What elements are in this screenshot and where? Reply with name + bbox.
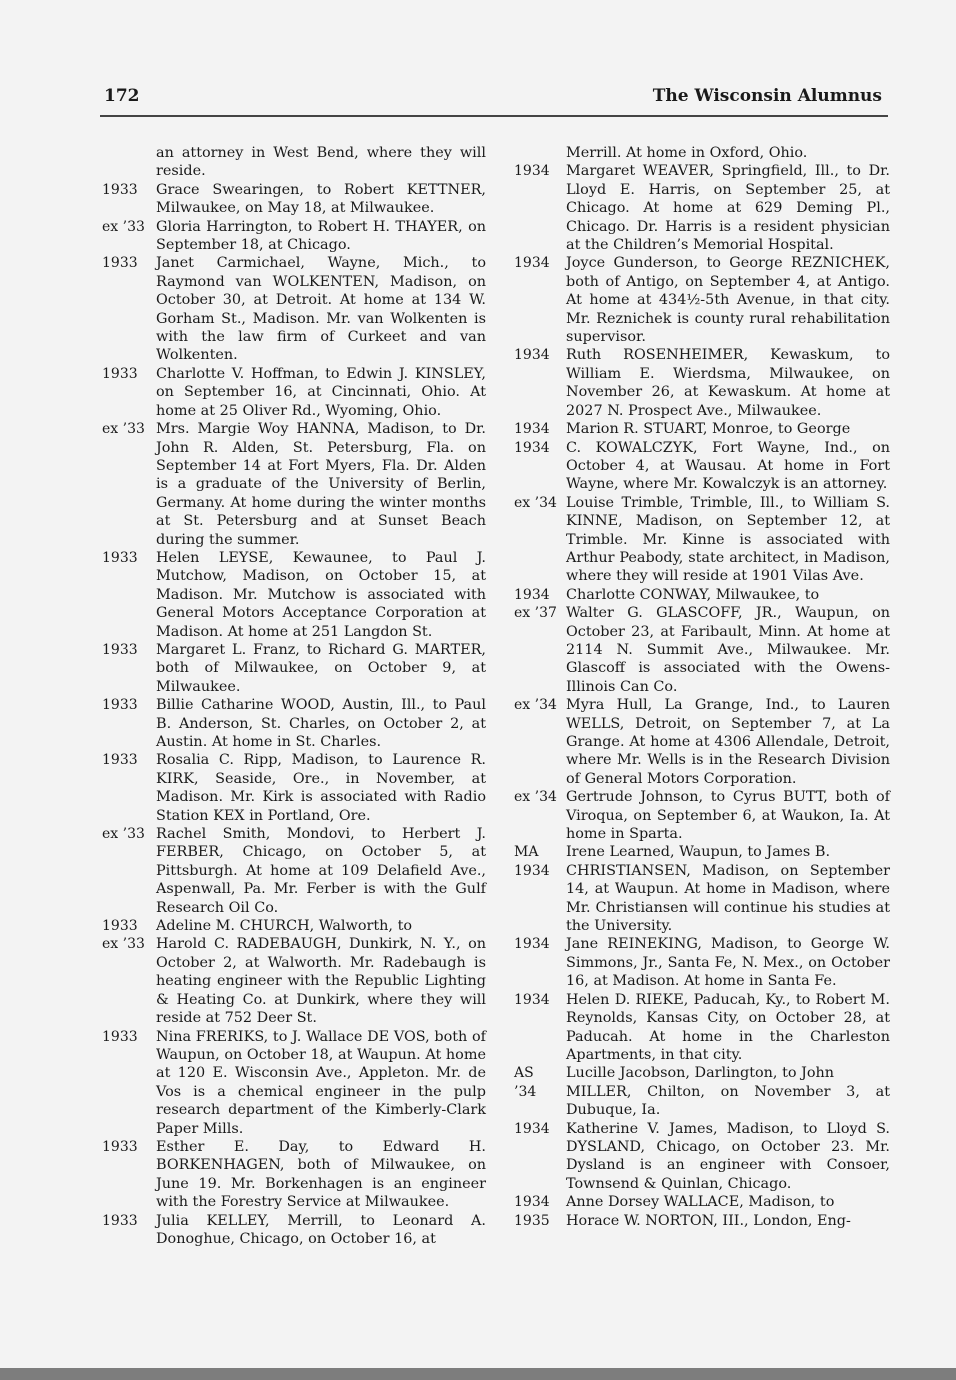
- class-year-label: [102, 144, 156, 181]
- class-year-label: 1933: [102, 641, 138, 658]
- entry-text: Louise Trimble, Trimble, Ill., to William S. KINNE, Madison, on September 12, at Trimble. Mr. Kinne is associated with Arthur Peabody, state architect, in Madison, where they will reside at 1901 Vilas Ave.: [566, 494, 890, 585]
- class-year-label: AS: [514, 1065, 534, 1082]
- marriage-entry: [102, 181, 486, 218]
- class-year-label: 1933: [102, 752, 138, 769]
- marriage-entry: [514, 439, 890, 494]
- entry-text: Mrs. Margie Woy HANNA, Madison, to Dr. John R. Alden, St. Petersburg, Fla. on September 14 at Fort Myers, Fla. Dr. Alden is a graduate of the University of Berlin, Germany. At home during the winter months at St. Petersburg and at Sunset Beach during the summer.: [156, 421, 486, 548]
- class-year-label: 1934: [514, 586, 550, 603]
- entry-text: Ruth ROSENHEIMER, Kewaskum, to William E. Wierdsma, Milwaukee, on November 26, at Kewaskum. At home at 2027 N. Prospect Ave., Milwaukee.: [566, 347, 890, 419]
- class-year-label: 1934: [514, 1120, 550, 1137]
- marriage-entry: [514, 1083, 890, 1120]
- class-year-label: 1934: [514, 936, 550, 953]
- class-year-label: 1933: [102, 1028, 138, 1045]
- class-year-label: 1933: [102, 549, 138, 566]
- entry-text: Anne Dorsey WALLACE, Madison, to: [566, 1194, 835, 1211]
- marriage-entry: [514, 586, 890, 604]
- entry-text: Joyce Gunderson, to George REZNICHEK, both of Antigo, on September 4, at Antigo. At home at 434½-5th Avenue, in that city. Mr. Reznichek is county rural rehabilitation supervisor.: [566, 255, 890, 346]
- entry-text: an attorney in West Bend, where they will reside.: [156, 145, 486, 180]
- marriage-entry: [102, 144, 486, 181]
- class-year-label: 1933: [102, 1212, 138, 1229]
- marriage-entry: [102, 1028, 486, 1138]
- class-year-label: ex ’34: [514, 789, 557, 806]
- class-year-label: 1934: [514, 163, 550, 180]
- scan-bottom-band: [0, 1368, 956, 1380]
- left-column: [102, 144, 486, 1248]
- class-year-label: 1934: [514, 991, 550, 1008]
- marriage-entry: [514, 254, 890, 346]
- marriage-entry: [514, 1212, 890, 1230]
- class-year-label: 1934: [514, 1194, 550, 1211]
- entry-text: Esther E. Day, to Edward H. BORKENHAGEN, both of Milwaukee, on June 19. Mr. Borkenhagen is an engineer with the Forestry Service at Milwaukee.: [156, 1138, 486, 1211]
- entry-text: Julia KELLEY, Merrill, to Leonard A. Donoghue, Chicago, on October 16, at: [156, 1212, 486, 1247]
- class-year-label: ex ’33: [102, 421, 145, 438]
- class-year-label: 1933: [102, 918, 138, 935]
- entry-text: Marion R. STUART, Monroe, to George: [566, 421, 851, 438]
- entry-text: Margaret L. Franz, to Richard G. MARTER, both of Milwaukee, on October 9, at Milwaukee.: [156, 641, 486, 695]
- marriage-entry: [514, 144, 890, 162]
- class-year-label: ex ’34: [514, 494, 557, 511]
- marriage-entry: [514, 788, 890, 843]
- entry-text: Janet Carmichael, Wayne, Mich., to Raymond van WOLKENTEN, Madison, on October 30, at Detroit. At home at 134 W. Gorham St., Madison. Mr. van Wolkenten is with the law firm of Curkeet and van Wolkenten.: [156, 255, 486, 364]
- marriage-entry: [102, 1212, 486, 1249]
- entry-text: Adeline M. CHURCH, Walworth, to: [156, 918, 413, 935]
- class-year-label: [514, 144, 566, 162]
- entry-text: Walter G. GLASCOFF, JR., Waupun, on October 23, at Faribault, Minn. At home at 2114 N. Summit Ave., Milwaukee. Mr. Glascoff is associated with the Owens-Illinois Can Co.: [566, 605, 890, 695]
- class-year-label: ex ’33: [102, 936, 145, 953]
- entry-text: Charlotte V. Hoffman, to Edwin J. KINSLEY, on September 16, at Cincinnati, Ohio. At home at 25 Oliver Rd., Wyoming, Ohio.: [156, 365, 486, 419]
- class-year-label: MA: [514, 844, 539, 861]
- marriage-entry: [514, 420, 890, 438]
- marriage-entry: [514, 604, 890, 696]
- marriage-entry: [102, 254, 486, 364]
- entry-text: CHRISTIANSEN, Madison, on September 14, at Waupun. At home in Madison, where Mr. Christiansen will continue his studies at the University.: [566, 862, 890, 935]
- marriage-entry: [514, 1064, 890, 1082]
- class-year-label: ex ’34: [514, 697, 557, 714]
- entry-text: Billie Catharine WOOD, Austin, Ill., to Paul B. Anderson, St. Charles, on October 2, at Austin. At home in St. Charles.: [156, 697, 486, 750]
- entry-text: Gloria Harrington, to Robert H. THAYER, on September 18, at Chicago.: [156, 218, 486, 254]
- entry-text: Rosalia C. Ripp, Madison, to Laurence R. KIRK, Seaside, Ore., in November, at Madison. Mr. Kirk is associated with Radio Station KEX in Portland, Ore.: [156, 752, 486, 824]
- entry-text: Jane REINEKING, Madison, to George W. Simmons, Jr., Santa Fe, N. Mex., on October 16, at Madison. At home in Santa Fe.: [566, 936, 890, 990]
- entry-text: Horace W. NORTON, III., London, Eng-: [566, 1212, 851, 1229]
- entry-text: MILLER, Chilton, on November 3, at Dubuque, Ia.: [566, 1083, 890, 1119]
- marriage-entry: [102, 696, 486, 751]
- marriage-entry: [102, 751, 486, 825]
- header-rule: [100, 115, 888, 117]
- class-year-label: ’34: [514, 1083, 537, 1100]
- page-number: 172: [104, 86, 140, 106]
- marriage-entry: [102, 218, 486, 255]
- entry-text: Margaret WEAVER, Springfield, Ill., to Dr. Lloyd E. Harris, on September 25, at Chicago. At home at 629 Deming Pl., Chicago. Dr. Harris is a resident physician at the Children’s Memorial Hospital.: [566, 163, 890, 254]
- class-year-label: 1933: [102, 181, 138, 198]
- marriage-entry: [102, 641, 486, 696]
- entry-text: Harold C. RADEBAUGH, Dunkirk, N. Y., on October 2, at Walworth. Mr. Radebaugh is heating engineer with the Republic Lighting & Heating Co. at Dunkirk, where they will reside at 752 Deer St.: [156, 936, 486, 1027]
- running-title: The Wisconsin Alumnus: [652, 86, 882, 106]
- marriage-entry: [514, 843, 890, 861]
- entry-text: Merrill. At home in Oxford, Ohio.: [566, 145, 808, 161]
- entry-text: Gertrude Johnson, to Cyrus BUTT, both of Viroqua, on September 6, at Waukon, Ia. At home in Sparta.: [566, 789, 890, 843]
- right-column: [514, 144, 890, 1230]
- marriage-entry: [102, 420, 486, 549]
- class-year-label: 1934: [514, 421, 550, 438]
- marriage-entry: [102, 1138, 486, 1212]
- class-year-label: ex ’33: [102, 218, 145, 235]
- entry-text: Grace Swearingen, to Robert KETTNER, Milwaukee, on May 18, at Milwaukee.: [156, 181, 486, 217]
- class-year-label: 1934: [514, 255, 550, 272]
- class-year-label: 1934: [514, 439, 550, 456]
- class-year-label: 1933: [102, 255, 138, 272]
- class-year-label: 1934: [514, 347, 550, 364]
- class-year-label: ex ’37: [514, 605, 557, 622]
- marriage-entry: [514, 162, 890, 254]
- entry-text: Irene Learned, Waupun, to James B.: [566, 844, 831, 861]
- marriage-entry: [514, 494, 890, 586]
- marriage-entry: [102, 825, 486, 917]
- entry-text: C. KOWALCZYK, Fort Wayne, Ind., on October 4, at Wausau. At home in Fort Wayne, where Mr. Kowalczyk is an attorney.: [566, 439, 890, 493]
- marriage-entry: [514, 1193, 890, 1211]
- marriage-entry: [514, 1120, 890, 1194]
- marriage-entry: [102, 549, 486, 641]
- marriage-entry: [102, 935, 486, 1027]
- class-year-label: 1934: [514, 862, 550, 879]
- marriage-entry: [514, 346, 890, 420]
- marriage-entry: [514, 862, 890, 936]
- entry-text: Charlotte CONWAY, Milwaukee, to: [566, 586, 820, 603]
- entry-text: Helen LEYSE, Kewaunee, to Paul J. Mutchow, Madison, on October 15, at Madison. Mr. Mutchow is associated with General Motors Acceptance Corporation at Madison. At home at 251 Langdon St.: [156, 549, 486, 640]
- marriage-entry: [514, 696, 890, 788]
- marriage-entry: [514, 935, 890, 990]
- class-year-label: 1933: [102, 697, 138, 714]
- entry-text: Rachel Smith, Mondovi, to Herbert J. FERBER, Chicago, on October 5, at Pittsburgh. At home at 109 Delafield Ave., Aspenwall, Pa. Mr. Ferber is with the Gulf Research Oil Co.: [156, 826, 486, 916]
- entry-text: Myra Hull, La Grange, Ind., to Lauren WELLS, Detroit, on September 7, at La Grange. At home at 4306 Allendale, Detroit, where Mr. Wells is in the Research Division of General Motors Corporation.: [566, 697, 890, 787]
- entry-text: Lucille Jacobson, Darlington, to John: [566, 1065, 835, 1082]
- marriage-entry: [102, 917, 486, 935]
- class-year-label: 1933: [102, 1138, 138, 1155]
- class-year-label: 1933: [102, 365, 138, 382]
- class-year-label: 1935: [514, 1212, 550, 1229]
- entry-text: Katherine V. James, Madison, to Lloyd S. DYSLAND, Chicago, on October 23. Mr. Dysland is an engineer with Consoer, Townsend & Quinlan, Chicago.: [566, 1120, 890, 1192]
- class-year-label: ex ’33: [102, 826, 145, 843]
- marriage-entry: [514, 991, 890, 1065]
- entry-text: Nina FRERIKS, to J. Wallace DE VOS, both of Waupun, on October 18, at Waupun. At home at 120 E. Wisconsin Ave., Appleton. Mr. de Vos is a chemical engineer in the pulp research department of the Kimberly-Clark Paper Mills.: [156, 1028, 486, 1137]
- marriage-entry: [102, 365, 486, 420]
- entry-text: Helen D. RIEKE, Paducah, Ky., to Robert M. Reynolds, Kansas City, on October 28, at Paducah. At home in the Charleston Apartments, in that city.: [566, 991, 890, 1063]
